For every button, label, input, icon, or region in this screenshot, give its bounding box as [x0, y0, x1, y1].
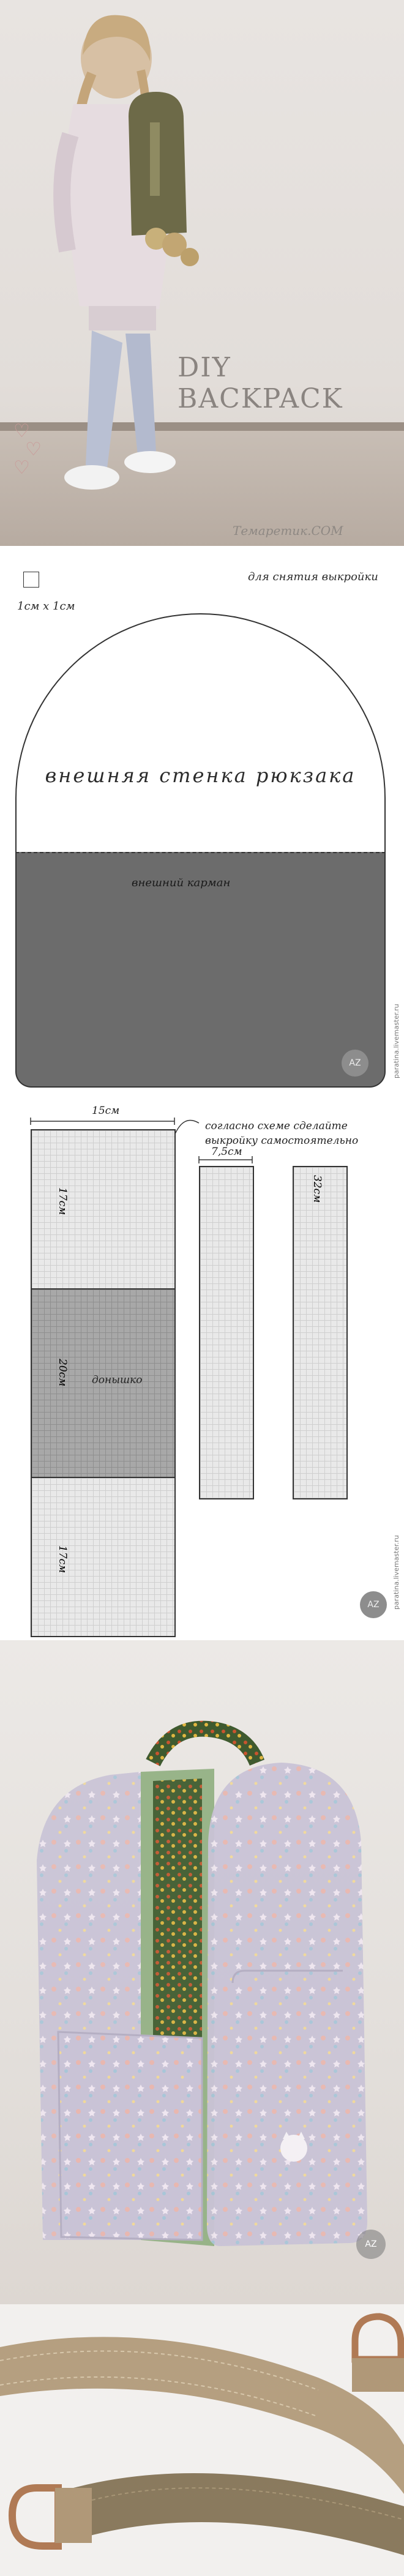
side-credit: paratina.livemaster.ru: [392, 1535, 400, 1610]
bottom-label: донышко: [92, 1374, 143, 1386]
az-badge: AZ: [342, 1050, 368, 1077]
note-line-2: выкройку самостоятельно: [205, 1135, 359, 1147]
strips-panel: [0, 1102, 404, 1640]
side-strip-1: [199, 1166, 254, 1499]
scale-label: 1см х 1см: [17, 600, 75, 613]
side-credit: paratina.livemaster.ru: [392, 1004, 400, 1078]
pocket-label: внешний карман: [132, 876, 231, 889]
scale-square: [23, 572, 39, 588]
diy-title: DIY BACKPACK: [178, 352, 343, 414]
top-width-label: 15см: [92, 1105, 120, 1117]
seg1-label: 17см: [56, 1187, 69, 1215]
girl-illustration: [0, 0, 404, 546]
seg3-label: 17см: [56, 1545, 69, 1574]
az-badge: AZ: [360, 1591, 387, 1618]
strip-seg-1: [31, 1129, 176, 1290]
outer-wall-label: внешняя стенка рюкзака: [45, 764, 356, 787]
az-badge: AZ: [356, 2230, 386, 2259]
pattern-note: для снятия выкройки: [248, 570, 378, 583]
straps-photo: [0, 2304, 404, 2576]
outer-wall-top: [15, 613, 386, 852]
backpack-illustration: [0, 1640, 404, 2304]
outer-wall-pattern: [15, 613, 386, 1088]
sewn-backpack-photo: [0, 1640, 404, 2304]
hero-photo: [0, 0, 404, 546]
side-strip-2: [293, 1166, 348, 1499]
pattern-panel: [0, 546, 404, 1102]
straps-illustration: [0, 2304, 404, 2576]
seg2-label: 20см: [56, 1359, 69, 1387]
side-width-label: 7,5см: [211, 1146, 242, 1158]
strip-seg-3: [31, 1477, 176, 1637]
watermark: Темаретик.COM: [233, 523, 343, 538]
side-length-label: 32см: [311, 1175, 323, 1203]
note-line-1: согласно схеме сделайте: [205, 1120, 348, 1132]
heart-doodles-icon: ♡ ♡ ♡: [13, 420, 42, 479]
